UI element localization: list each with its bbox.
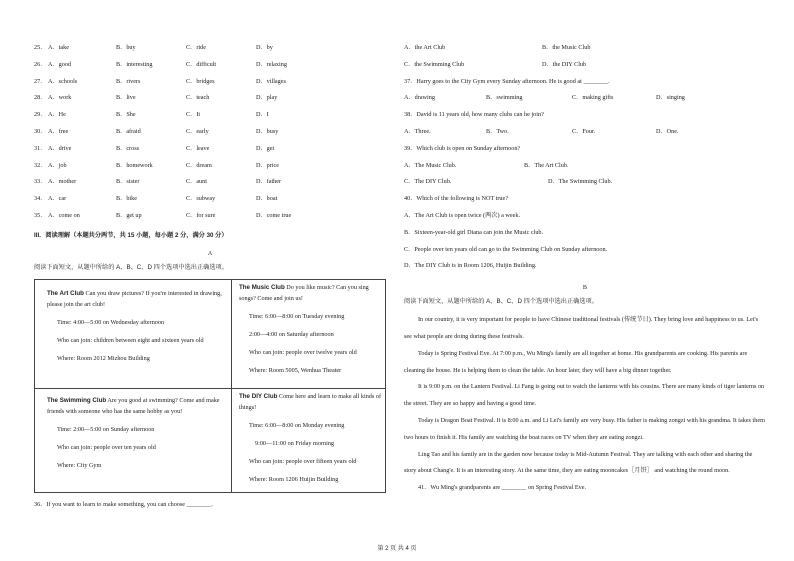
q38-option-a: A．Three. bbox=[404, 127, 431, 135]
question-number: 34． bbox=[34, 195, 47, 203]
cloze-option-row bbox=[34, 57, 386, 74]
question-number: 28． bbox=[34, 94, 47, 102]
cloze-option-row bbox=[34, 158, 386, 175]
question-number: 29． bbox=[34, 111, 47, 119]
passage-b-paragraph: Ling Tao and his family are in the garden now because today is Mid-Autumn Festival. They are talking with each other and sharing the story about Chang'e. It is an interesting story. At the same time, they are eating mooncakes［月饼］ and watching the round moon. bbox=[404, 450, 753, 475]
option-a: A．mother bbox=[48, 178, 77, 186]
option-d: D．by bbox=[256, 44, 273, 51]
passage-a-label: A bbox=[207, 249, 213, 257]
q37-option-a: A．drawing bbox=[404, 94, 435, 102]
cloze-option-row bbox=[34, 141, 386, 158]
question-40: 40．Which of the following is NOT true? bbox=[404, 195, 509, 203]
passage-b-paragraph: Today is Spring Festival Eve. At 7:00 p.m., Wu Ming's family are all together at home. His grandparents are cooking. His parents are cleaning the house. He is helping them to clean the table. An hour later, they will have a big dinner together. bbox=[404, 349, 748, 374]
option-b: B．sister bbox=[116, 178, 140, 186]
option-a: A．job bbox=[48, 161, 67, 169]
option-b: B．buy bbox=[116, 44, 136, 51]
question-number: 30． bbox=[34, 127, 47, 135]
option-b: B．get up bbox=[116, 211, 142, 219]
q36-options-row2 bbox=[404, 57, 766, 74]
question-36: 36．If you want to learn to make something, you can choose ________. bbox=[34, 500, 213, 508]
passage-b-body bbox=[404, 312, 766, 480]
option-d: D．I bbox=[256, 111, 269, 119]
option-c: C．bridges bbox=[186, 77, 215, 85]
music-club-cell bbox=[239, 282, 383, 376]
q38-option-c: C．Four. bbox=[572, 127, 596, 135]
q36-option-a: A．the Art Club bbox=[404, 44, 446, 51]
question-number: 33． bbox=[34, 178, 47, 186]
option-a: A．He bbox=[48, 111, 66, 119]
option-d: D．father bbox=[256, 178, 282, 186]
q39-option-d: D．The Swimming Club. bbox=[548, 178, 613, 186]
music-club-who: Who can join: people over twelve years old bbox=[249, 348, 357, 356]
art-club-time: Time: 4:00—5:00 on Wednesday afternoon bbox=[57, 318, 165, 326]
question-number: 31． bbox=[34, 144, 47, 152]
right-column bbox=[404, 40, 766, 497]
option-a: A．car bbox=[48, 195, 67, 203]
q39-options-row2 bbox=[404, 174, 766, 191]
diy-club-title: The DIY Club bbox=[239, 392, 278, 400]
cloze-option-row bbox=[34, 124, 386, 141]
swimming-club-time: Time: 2:00—5:00 on Sunday afternoon bbox=[57, 425, 155, 433]
option-b: B．live bbox=[116, 94, 136, 102]
swimming-club-title: The Swimming Club bbox=[47, 396, 107, 404]
question-number: 27． bbox=[34, 77, 47, 85]
table-horizontal-divider bbox=[35, 388, 385, 389]
q38-option-d: D．One. bbox=[656, 127, 679, 135]
music-club-title: The Music Club bbox=[239, 283, 285, 291]
passage-b-paragraph: In our country, it is very important for people to have Chinese traditional festivals (传统节日). They bring love and happiness to us. Let's see what people are doing during these festivals. bbox=[404, 316, 758, 340]
q40-option-b: B．Sixteen-year-old girl Diana can join the Music club. bbox=[404, 228, 544, 236]
option-c: C．aunt bbox=[186, 178, 207, 186]
option-b: B．homework bbox=[116, 161, 153, 169]
cloze-option-row bbox=[34, 191, 386, 208]
option-b: B．afraid bbox=[116, 127, 141, 135]
q40-option-d: D．The DIY Club is in Room 1206, Huijin Building. bbox=[404, 262, 537, 270]
section3-title: III．阅读理解（本题共分两节，共 15 小题，每小题 2 分，满分 30 分） bbox=[34, 231, 228, 239]
option-b: B．She bbox=[116, 111, 136, 119]
option-d: D．villages bbox=[256, 77, 286, 85]
diy-club-time1: Time: 6:00—8:00 on Monday evening bbox=[249, 421, 345, 429]
q37-option-d: D．singing bbox=[656, 94, 685, 102]
music-club-time2: 2:00—4:00 on Saturday afternoon bbox=[249, 330, 334, 338]
page-footer: 第 2 页 共 4 页 bbox=[377, 546, 417, 552]
cloze-option-row bbox=[34, 174, 386, 191]
option-c: C．leave bbox=[186, 144, 210, 152]
passage-a-instruction: 阅读下面短文，从题中所给的 A、B、C、D 四个选项中选出正确选项。 bbox=[34, 263, 228, 271]
table-vertical-divider bbox=[231, 280, 232, 492]
option-b: B．cross bbox=[116, 144, 140, 152]
q36-option-d: D．the DIY Club bbox=[542, 60, 587, 68]
diy-club-time2: 9:00—11:00 on Friday morning bbox=[255, 439, 335, 447]
music-club-where: Where: Room 5005, Wenhua Theater bbox=[249, 366, 342, 374]
passage-b-paragraph: It is 9:00 p.m. on the Lantern Festival. Li Fang is going out to watch the lanterns with his cousins. There are many kinds of tiger lanterns on the street. They are so happy and having a good time. bbox=[404, 383, 765, 408]
swimming-club-where: Where: City Gym bbox=[57, 461, 102, 469]
option-c: C．It bbox=[186, 111, 201, 119]
option-a: A．come on bbox=[48, 211, 80, 219]
art-club-intro: Can you draw pictures? If you're interested in drawing, please join the art club! bbox=[47, 289, 222, 308]
option-c: C．ride bbox=[186, 44, 206, 51]
q39-option-c: C．The DIY Club. bbox=[404, 178, 452, 186]
cloze-options-list bbox=[34, 40, 386, 225]
diy-club-intro: Come here and learn to make all kinds of things! bbox=[239, 392, 381, 411]
music-club-intro: Do you like music? Can you sing songs? Come and join us! bbox=[239, 283, 369, 302]
cloze-option-row bbox=[34, 40, 386, 57]
swimming-club-cell bbox=[47, 395, 225, 471]
question-37: 37．Harry goes to the City Gym every Sunday afternoon. He is good at ________. bbox=[404, 77, 610, 85]
option-d: D．busy bbox=[256, 127, 279, 135]
option-a: A．schools bbox=[48, 77, 78, 85]
question-41: 41．Wu Ming's grandparents are ________ on Spring Festival Eve. bbox=[418, 484, 587, 492]
option-a: A．good bbox=[48, 60, 72, 68]
art-club-who: Who can join: children between eight and sixteen years old bbox=[57, 336, 204, 344]
q39-option-b: B．The Art Club. bbox=[524, 161, 569, 169]
left-column bbox=[34, 40, 386, 508]
q36-option-b: B．the Music Club bbox=[542, 44, 591, 51]
option-b: B．bike bbox=[116, 195, 137, 203]
option-c: C．teach bbox=[186, 94, 210, 102]
question-number: 26． bbox=[34, 60, 47, 68]
q38-options bbox=[404, 124, 766, 141]
diy-club-cell bbox=[239, 391, 383, 485]
diy-club-who: Who can join: people over fifteen years old bbox=[249, 457, 357, 465]
q39-option-a: A．The Music Club. bbox=[404, 161, 457, 169]
option-d: D．boat bbox=[256, 195, 278, 203]
option-d: D．get bbox=[256, 144, 275, 152]
option-d: D．relaxing bbox=[256, 60, 287, 68]
q37-options bbox=[404, 90, 766, 107]
option-d: D．play bbox=[256, 94, 278, 102]
option-d: D．price bbox=[256, 161, 280, 169]
cloze-option-row bbox=[34, 107, 386, 124]
option-a: A．work bbox=[48, 94, 72, 102]
option-b: B．rivers bbox=[116, 77, 141, 85]
q38-option-b: B．Two. bbox=[486, 127, 509, 135]
option-a: A．drive bbox=[48, 144, 72, 152]
club-table bbox=[34, 279, 386, 493]
swimming-club-who: Who can join: people over ten years old bbox=[57, 443, 156, 451]
passage-b-label: B bbox=[582, 284, 588, 292]
option-c: C．subway bbox=[186, 195, 216, 203]
option-c: C．difficult bbox=[186, 60, 217, 68]
art-club-title: The Art Club bbox=[47, 289, 84, 297]
option-a: A．free bbox=[48, 127, 69, 135]
cloze-option-row bbox=[34, 90, 386, 107]
q39-options-row1 bbox=[404, 158, 766, 175]
art-club-where: Where: Room 2012 Mizhou Building bbox=[57, 354, 150, 362]
option-c: C．early bbox=[186, 127, 209, 135]
question-number: 25． bbox=[34, 44, 47, 51]
diy-club-where: Where: Room 1206 Huijin Building bbox=[249, 475, 339, 483]
q37-option-b: B．swimming bbox=[486, 94, 523, 102]
q40-option-a: A．The Art Club is open twice (两次) a week. bbox=[404, 211, 520, 219]
option-d: D．come true bbox=[256, 211, 292, 219]
question-38: 38．David is 11 years old, how many clubs can he join? bbox=[404, 111, 544, 119]
option-b: B．interesting bbox=[116, 60, 153, 68]
cloze-option-row bbox=[34, 74, 386, 91]
passage-b-instruction: 阅读下面短文，从题中所给的 A、B、C、D 四个选项中选出正确选项。 bbox=[404, 298, 598, 306]
option-c: C．dream bbox=[186, 161, 212, 169]
music-club-time1: Time: 6:00—8:00 on Tuesday evening bbox=[249, 312, 345, 320]
option-c: C．for sure bbox=[186, 211, 216, 219]
question-number: 35． bbox=[34, 211, 47, 219]
passage-b-paragraph: Today is Dragon Boat Festival. It is 8:00 a.m. and Li Lei's family are very busy. His father is making zongzi with his grandma. It takes them two hours to finish it. His family are watching the boat races on TV when they are eating zongzi. bbox=[404, 416, 765, 441]
question-39: 39．Which club is open on Sunday afternoon? bbox=[404, 144, 521, 152]
cloze-option-row bbox=[34, 208, 386, 225]
q37-option-c: C．making gifts bbox=[572, 94, 614, 102]
option-a: A．take bbox=[48, 44, 69, 51]
art-club-cell bbox=[47, 288, 225, 364]
q36-option-c: C．the Swimming Club bbox=[404, 60, 465, 68]
q36-options-row1 bbox=[404, 40, 766, 57]
question-number: 32． bbox=[34, 161, 47, 169]
swimming-club-intro: Are you good at swimming? Come and make friends with someone who has the same hobby as you! bbox=[47, 396, 220, 415]
q40-option-c: C．People over ten years old can go to the Swimming Club on Sunday afternoon. bbox=[404, 245, 608, 253]
